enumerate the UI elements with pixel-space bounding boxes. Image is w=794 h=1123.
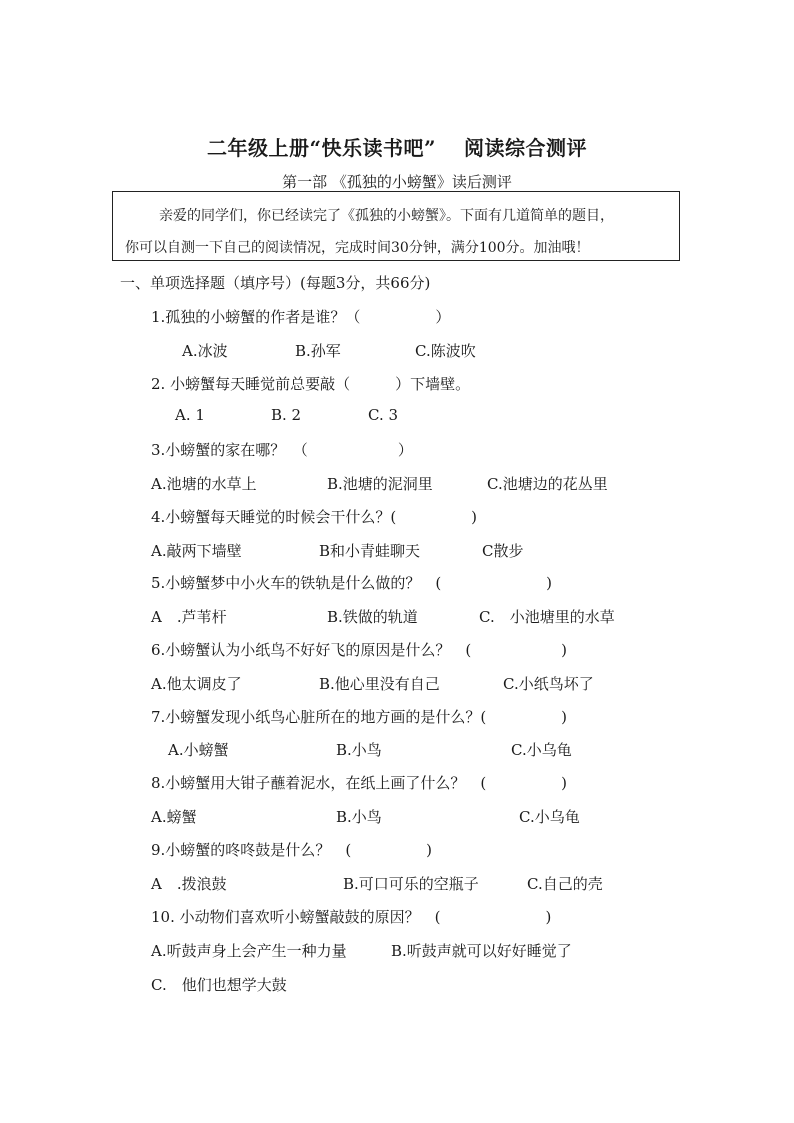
question-10-option-c: C. 他们也想学大鼓 — [151, 976, 287, 994]
question-7-option-a: A.小螃蟹 — [168, 741, 229, 759]
question-1-option-a: A.冰波 — [182, 342, 228, 360]
question-9-option-b: B.可口可乐的空瓶子 — [343, 875, 479, 893]
question-3-option-c: C.池塘边的花丛里 — [487, 475, 608, 493]
question-9-option-c: C.自己的壳 — [527, 875, 603, 893]
question-3-option-a: A.池塘的水草上 — [151, 475, 257, 493]
question-8-option-b: B.小鸟 — [336, 808, 382, 826]
question-8-option-c: C.小乌龟 — [519, 808, 580, 826]
question-7-option-b: B.小鸟 — [336, 741, 382, 759]
question-6-option-c: C.小纸鸟坏了 — [503, 675, 594, 693]
question-1: 1.孤独的小螃蟹的作者是谁？（ ） — [151, 308, 451, 326]
question-3: 3.小螃蟹的家在哪？ （ ） — [151, 441, 413, 459]
question-6-option-a: A.他太调皮了 — [151, 675, 242, 693]
question-9: 9.小螃蟹的咚咚鼓是什么？ ( ) — [151, 841, 433, 859]
question-4-option-c: C散步 — [482, 542, 524, 560]
question-4-option-a: A.敲两下墙壁 — [151, 542, 242, 560]
question-2-option-b: B. 2 — [271, 406, 302, 424]
question-2-option-a: A. 1 — [175, 406, 205, 424]
question-3-option-b: B.池塘的泥洞里 — [327, 475, 433, 493]
section-heading: 一、单项选择题（填序号）(每题3分，共66分) — [120, 274, 431, 292]
page-subtitle: 第一部 《孤独的小螃蟹》读后测评 — [282, 173, 512, 191]
question-5-option-c: C. 小池塘里的水草 — [479, 608, 615, 626]
question-10-option-a: A.听鼓声身上会产生一种力量 — [151, 942, 347, 960]
question-5: 5.小螃蟹梦中小火车的铁轨是什么做的？ ( ) — [151, 574, 553, 592]
page-title: 二年级上册“快乐读书吧” 阅读综合测评 — [207, 136, 587, 160]
instructions-line-1: 亲爱的同学们，你已经读完了《孤独的小螃蟹》。下面有几道简单的题目， — [159, 208, 614, 224]
question-1-option-b: B.孙军 — [295, 342, 341, 360]
question-7: 7.小螃蟹发现小纸鸟心脏所在的地方画的是什么？( ) — [151, 708, 568, 726]
question-6-option-b: B.他心里没有自己 — [319, 675, 440, 693]
question-7-option-c: C.小乌龟 — [511, 741, 572, 759]
question-8-option-a: A.螃蟹 — [151, 808, 197, 826]
instructions-line-2: 你可以自测一下自己的阅读情况，完成时间30分钟，满分100分。加油哦！ — [125, 240, 590, 256]
question-6: 6.小螃蟹认为小纸鸟不好好飞的原因是什么？ ( ) — [151, 641, 568, 659]
question-5-option-b: B.铁做的轨道 — [327, 608, 418, 626]
question-4-option-b: B和小青蛙聊天 — [319, 542, 421, 560]
question-2: 2. 小螃蟹每天睡觉前总要敲（ ）下墙壁。 — [151, 375, 471, 393]
question-4: 4.小螃蟹每天睡觉的时候会干什么？( ) — [151, 508, 478, 526]
question-9-option-a: A .拨浪鼓 — [151, 875, 227, 893]
instructions-box — [112, 191, 680, 261]
question-5-option-a: A .芦苇杆 — [151, 608, 227, 626]
question-1-option-c: C.陈波吹 — [415, 342, 476, 360]
question-10: 10. 小动物们喜欢听小螃蟹敲鼓的原因？ ( ) — [151, 908, 552, 926]
question-8: 8.小螃蟹用大钳子蘸着泥水，在纸上画了什么？ ( ) — [151, 774, 568, 792]
question-10-option-b: B.听鼓声就可以好好睡觉了 — [391, 942, 572, 960]
question-2-option-c: C. 3 — [368, 406, 399, 424]
